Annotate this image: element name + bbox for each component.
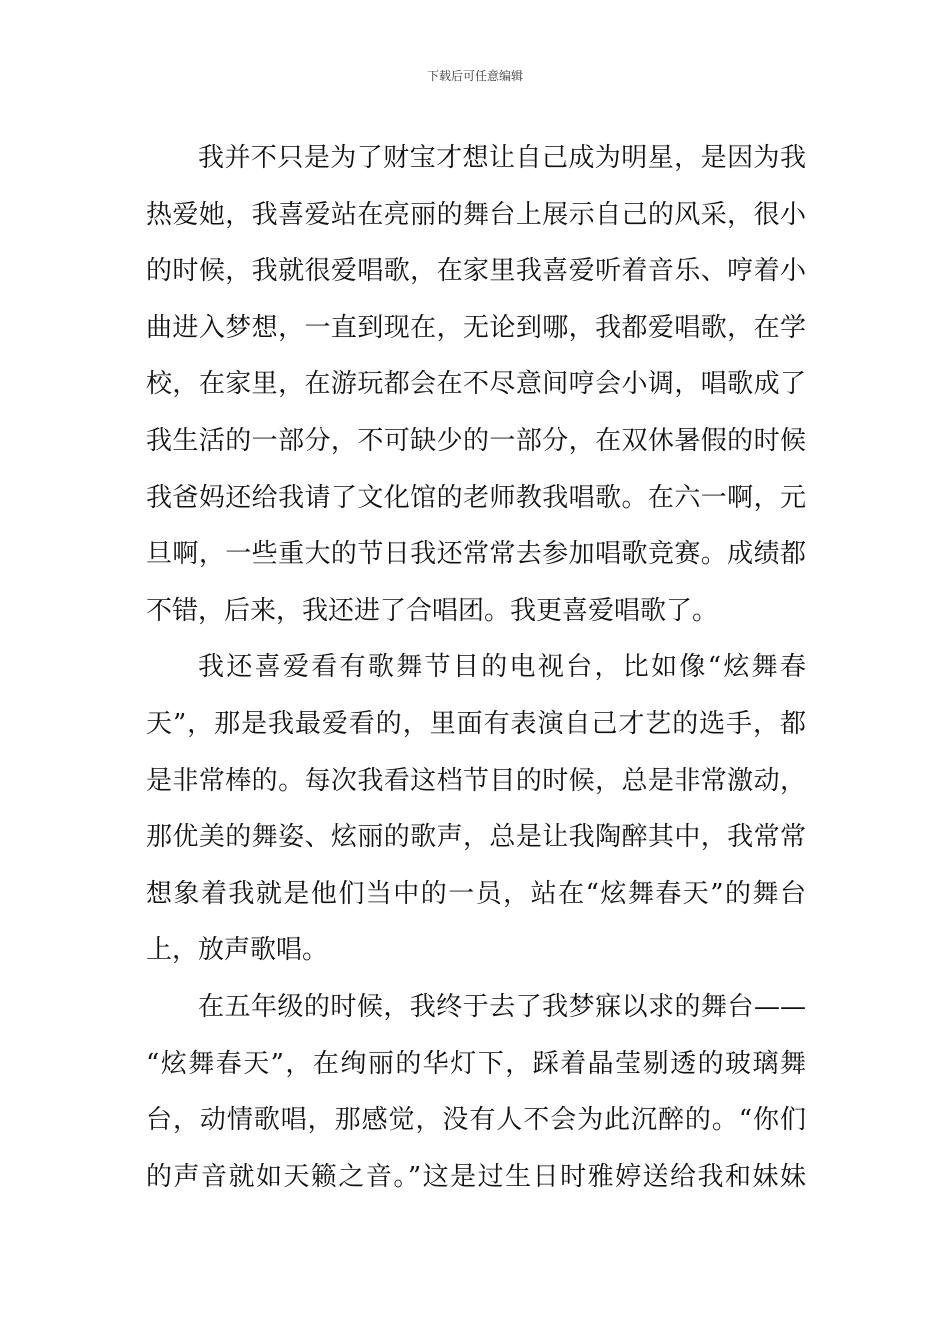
page-header: 下载后可任意编辑 bbox=[426, 69, 523, 83]
text-line: 那优美的舞姿、炫丽的歌声，总是让我陶醉其中，我常常 bbox=[146, 822, 806, 853]
text-line: 我爸妈还给我请了文化馆的老师教我唱歌。在六一啊，元 bbox=[146, 482, 806, 513]
text-line: “炫舞春天”，在绚丽的华灯下，踩着晶莹剔透的玻璃舞 bbox=[146, 1048, 806, 1079]
text-line: 的时候，我就很爱唱歌，在家里我喜爱听着音乐、哼着小 bbox=[146, 256, 806, 287]
text-line: 天”，那是我最爱看的，里面有表演自己才艺的选手，都 bbox=[146, 708, 806, 739]
text-line: 旦啊，一些重大的节日我还常常去参加唱歌竞赛。成绩都 bbox=[146, 539, 806, 570]
paragraph-1 bbox=[146, 130, 806, 639]
text-line: 在五年级的时候，我终于去了我梦寐以求的舞台—— bbox=[198, 991, 806, 1022]
text-line: 曲进入梦想，一直到现在，无论到哪，我都爱唱歌，在学 bbox=[146, 312, 806, 343]
document-body bbox=[146, 130, 806, 1205]
text-line: 热爱她，我喜爱站在亮丽的舞台上展示自己的风采，很小 bbox=[146, 199, 806, 230]
text-line: 不错，后来，我还进了合唱团。我更喜爱唱歌了。 bbox=[146, 595, 719, 626]
paragraph-3 bbox=[146, 979, 806, 1205]
text-line: 我并不只是为了财宝才想让自己成为明星，是因为我 bbox=[198, 143, 806, 173]
text-line: 台，动情歌唱，那感觉，没有人不会为此沉醉的。“你们 bbox=[146, 1105, 806, 1136]
text-line: 是非常棒的。每次我看这档节目的时候，总是非常激动， bbox=[146, 765, 806, 796]
text-line: 的声音就如天籁之音。”这是过生日时雅婷送给我和妹妹 bbox=[146, 1161, 806, 1192]
paragraph-2 bbox=[146, 639, 806, 979]
text-line: 想象着我就是他们当中的一员，站在“炫舞春天”的舞台 bbox=[146, 878, 806, 909]
text-line: 校，在家里，在游玩都会在不尽意间哼会小调，唱歌成了 bbox=[146, 369, 806, 400]
text-line: 我还喜爱看有歌舞节目的电视台，比如像“炫舞春 bbox=[198, 652, 806, 683]
text-line: 我生活的一部分，不可缺少的一部分，在双休暑假的时候 bbox=[146, 425, 806, 456]
text-line: 上，放声歌唱。 bbox=[146, 935, 329, 966]
